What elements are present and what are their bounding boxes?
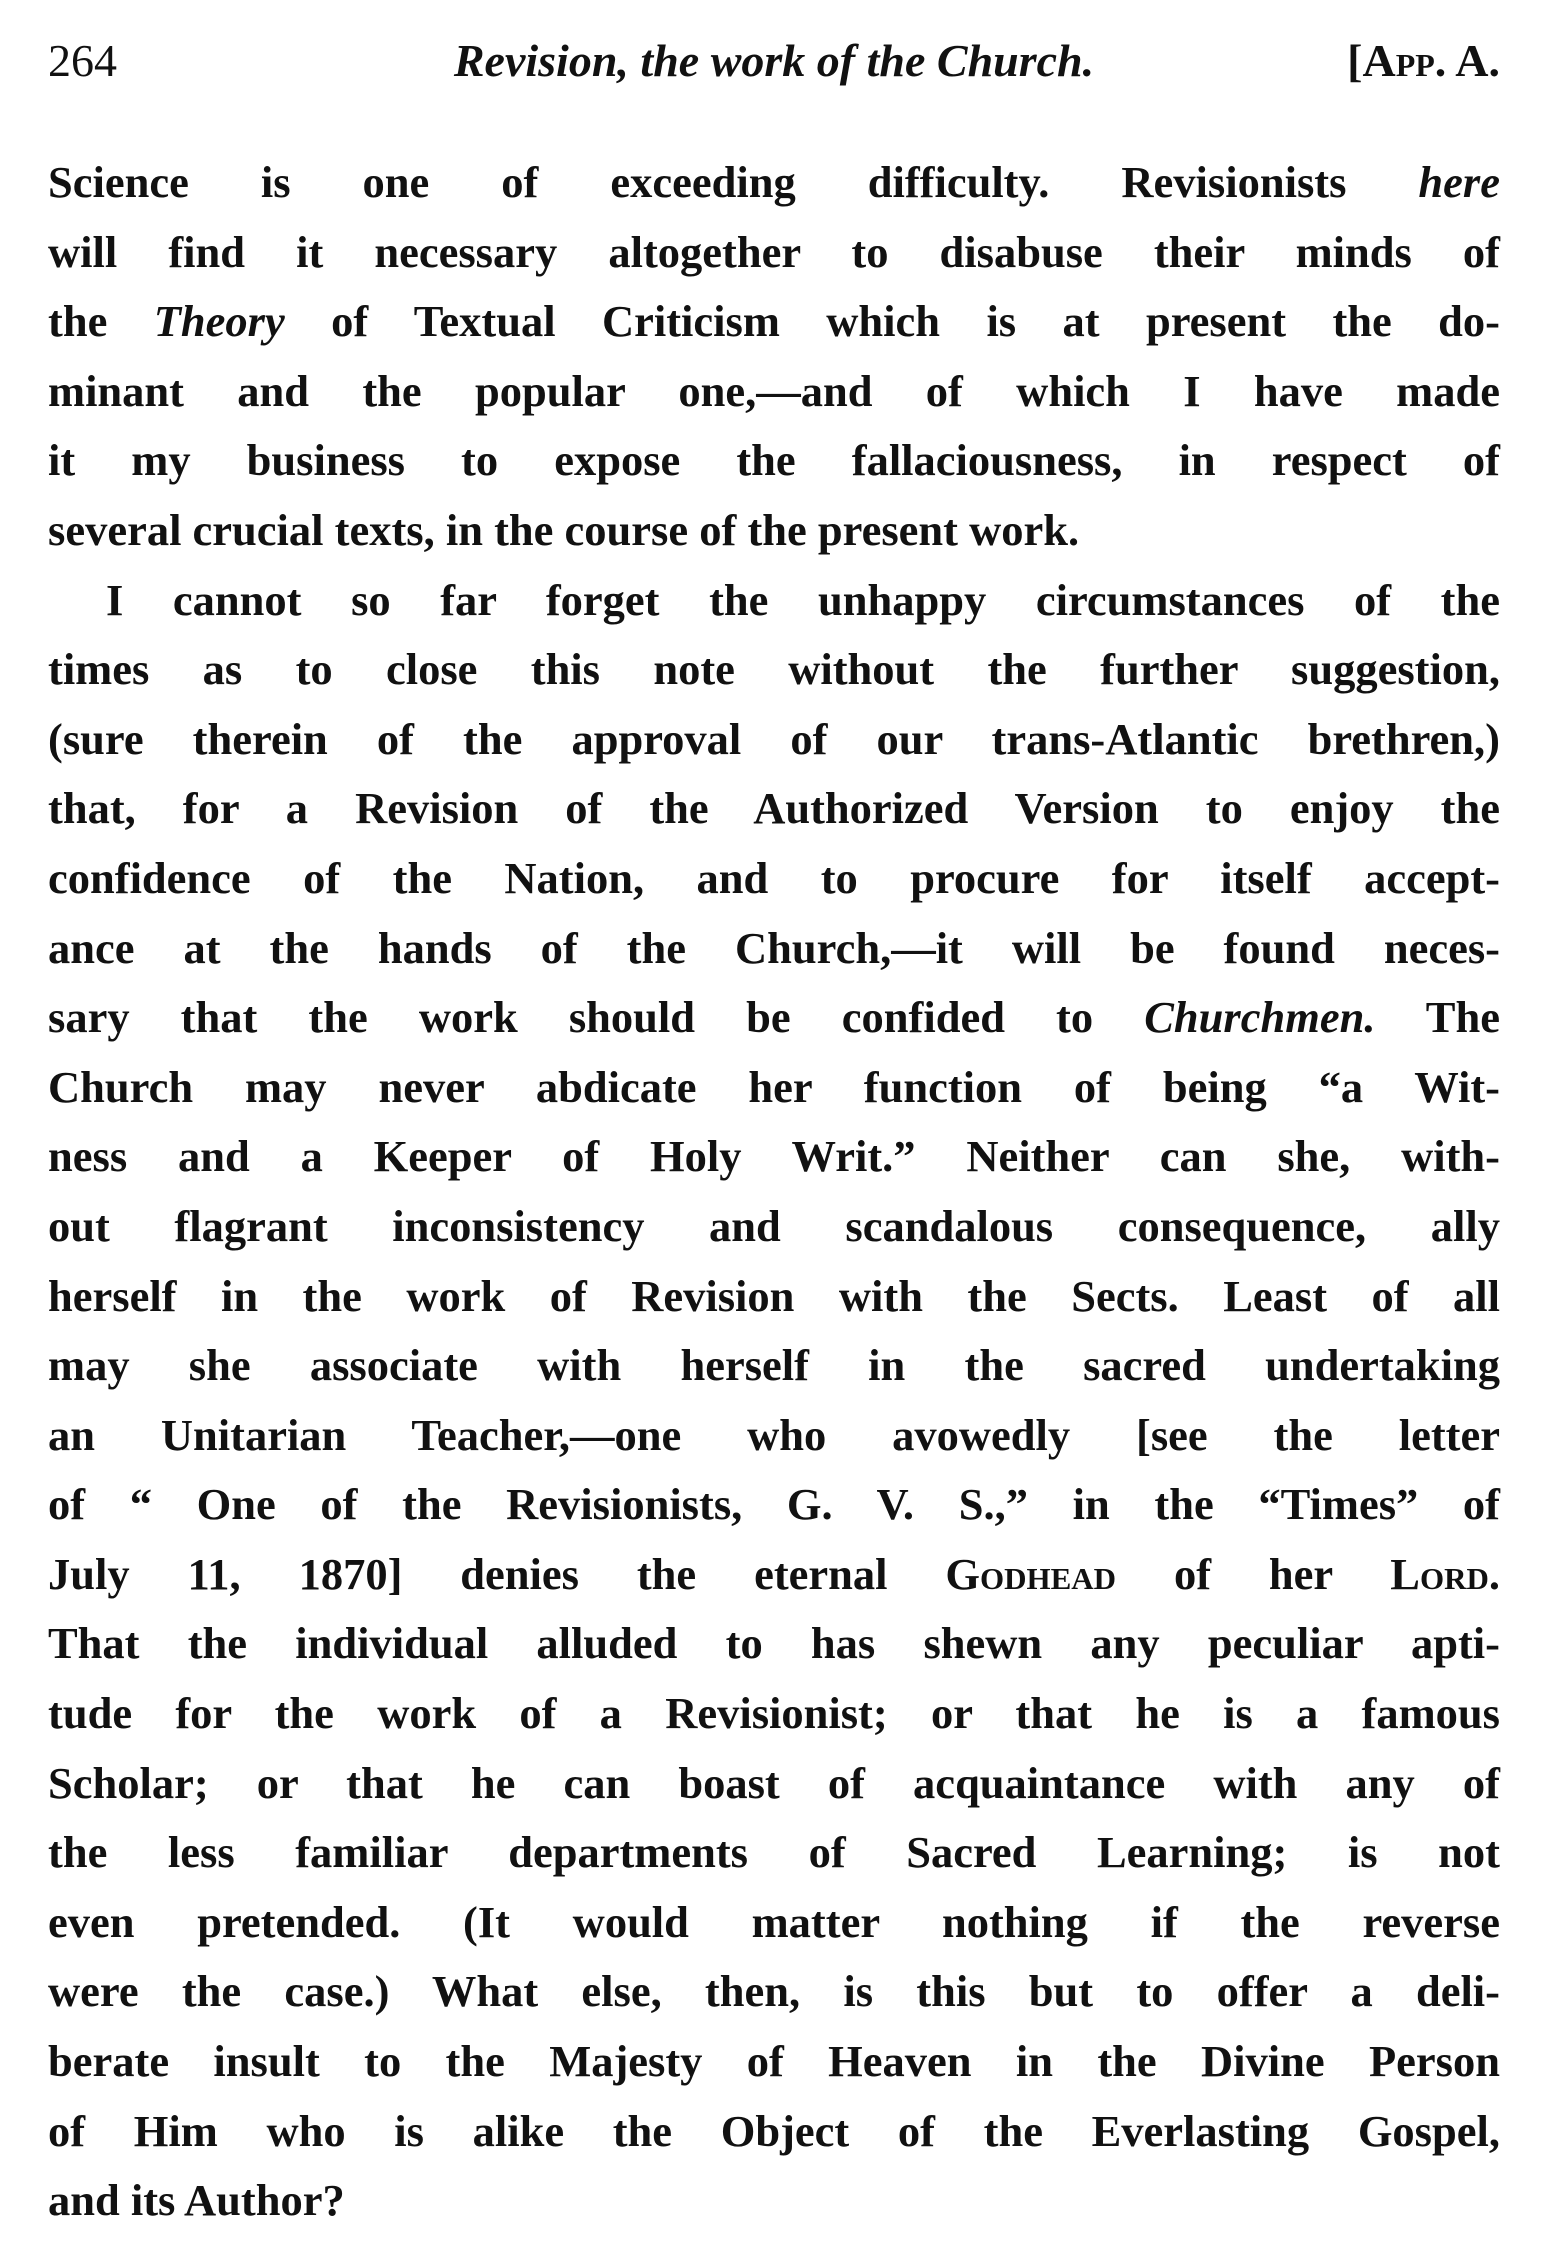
running-title: Revision, the work of the Church. (453, 35, 1095, 86)
page-number: 264 (48, 35, 117, 86)
text-line: confidence of the Nation, and to procure for itself accept- (48, 852, 1500, 903)
text-line: That the individual alluded to has shewn any peculiar apti- (48, 1618, 1500, 1669)
text-line: ance at the hands of the Church,—it will be found neces- (48, 922, 1500, 973)
text-line: minant and the popular one,—and of which I have made (48, 365, 1500, 416)
text-line: July 11, 1870] denies the eternal Godhead of her Lord. (48, 1548, 1500, 1599)
text-line: tude for the work of a Revisionist; or that he is a famous (48, 1688, 1500, 1739)
paragraph (48, 566, 1500, 2236)
text-line: the Theory of Textual Criticism which is at present the do- (48, 296, 1500, 347)
text-line: herself in the work of Revision with the Sects. Least of all (48, 1270, 1500, 1321)
italic-text: here (1418, 157, 1500, 207)
text-line: the less familiar departments of Sacred Learning; is not (48, 1827, 1500, 1878)
text-line: I cannot so far forget the unhappy circumstances of the (106, 574, 1500, 625)
text-line: ness and a Keeper of Holy Writ.” Neither can she, with- (48, 1131, 1500, 1182)
section-reference: [App. A. (1347, 35, 1500, 86)
paragraph (48, 148, 1500, 566)
text-line: out flagrant inconsistency and scandalous consequence, ally (48, 1200, 1500, 1251)
text-line: (sure therein of the approval of our trans-Atlantic brethren,) (48, 713, 1500, 764)
text-line: and its Author? (48, 2175, 345, 2226)
italic-text: Churchmen. (1144, 992, 1376, 1043)
text-line: of “ One of the Revisionists, G. V. S.,” in the “Times” of (48, 1479, 1500, 1530)
text-line: of Him who is alike the Object of the Everlasting Gospel, (48, 2105, 1500, 2156)
text-line: Science is one of exceeding difficulty. Revisionists here (48, 157, 1500, 207)
book-page (48, 28, 1500, 2236)
running-head (48, 28, 1500, 94)
text-line: several crucial texts, in the course of the present work. (48, 504, 1080, 555)
small-caps-text: Godhead (945, 1548, 1117, 1599)
small-caps-text: Lord. (1390, 1548, 1500, 1599)
text-line: were the case.) What else, then, is this but to offer a deli- (48, 1966, 1500, 2017)
text-line: will find it necessary altogether to disabuse their minds of (48, 226, 1500, 277)
text-line: that, for a Revision of the Authorized Version to enjoy the (48, 783, 1500, 834)
text-line: an Unitarian Teacher,—one who avowedly [see the letter (48, 1409, 1500, 1460)
text-line: sary that the work should be confided to Churchmen. The (48, 992, 1500, 1043)
text-line: may she associate with herself in the sacred undertaking (48, 1340, 1500, 1391)
text-line: it my business to expose the fallaciousness, in respect of (48, 435, 1500, 486)
italic-text: Theory (153, 296, 285, 347)
text-line: berate insult to the Majesty of Heaven in the Divine Person (48, 2036, 1500, 2087)
text-line: times as to close this note without the further suggestion, (48, 644, 1500, 695)
text-line: even pretended. (It would matter nothing if the reverse (48, 1896, 1500, 1947)
body-text (48, 148, 1500, 2236)
text-line: Church may never abdicate her function of being “a Wit- (48, 1061, 1500, 1112)
text-line: Scholar; or that he can boast of acquaintance with any of (48, 1757, 1500, 1808)
